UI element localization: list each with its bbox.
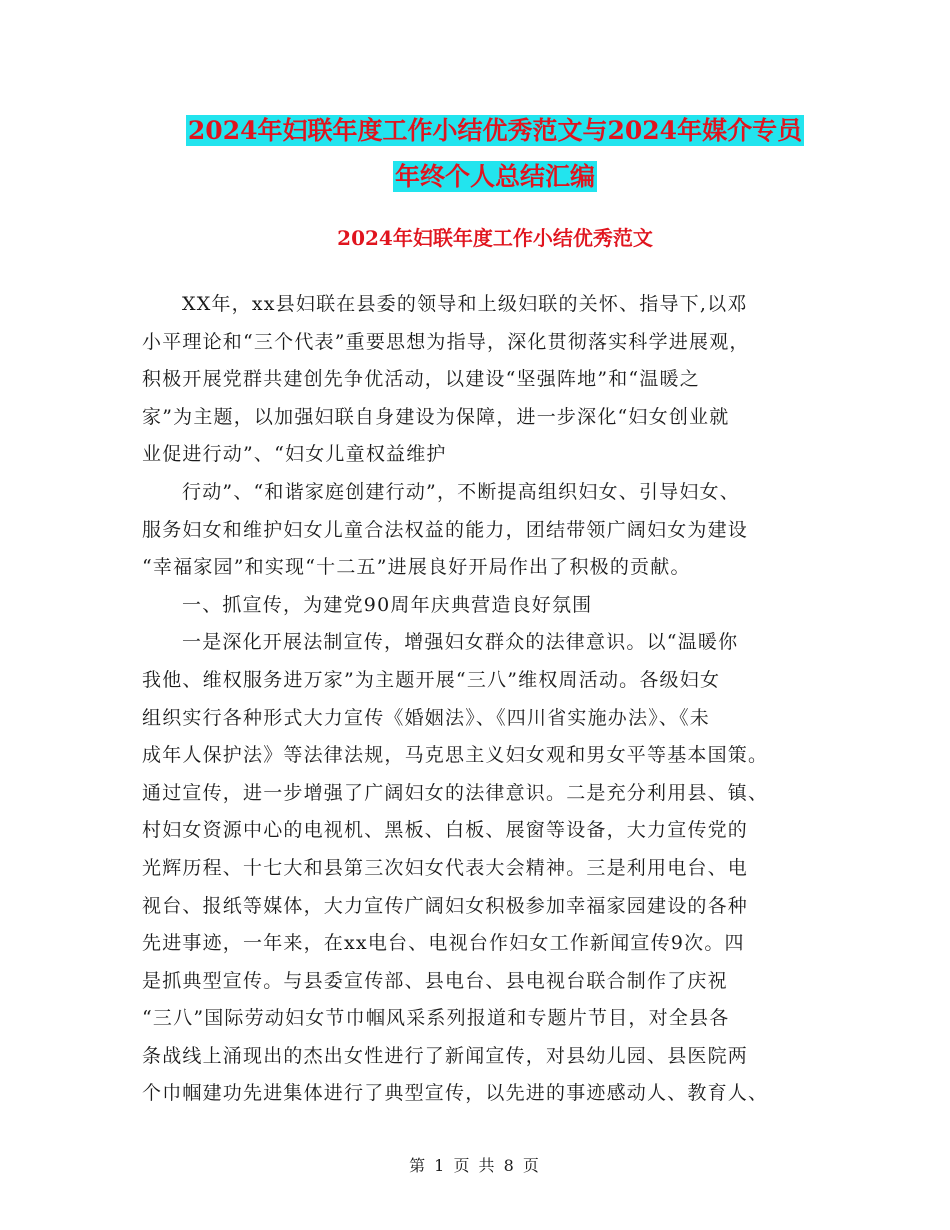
body-line: 条战线上涌现出的杰出女性进行了新闻宣传，对县幼儿园、县医院两 — [142, 1044, 749, 1067]
document-body — [142, 286, 807, 1113]
document-title-line2: 年终个人总结汇编 — [394, 162, 595, 191]
body-line: 村妇女资源中心的电视机、黑板、白板、展窗等设备，大力宣传党的 — [142, 819, 749, 842]
body-line: 业促进行动”、“妇女儿童权益维护 — [142, 443, 447, 466]
body-line: “三八”国际劳动妇女节巾帼风采系列报道和专题片节目，对全县各 — [142, 1007, 730, 1030]
body-line: 我他、维权服务进万家”为主题开展“三八”维权周活动。各级妇女 — [142, 668, 721, 691]
body-line: 组织实行各种形式大力宣传《婚姻法》、《四川省实施办法》、《未 — [142, 706, 711, 729]
body-line: 个巾帼建功先进集体进行了典型宣传，以先进的事迹感动人、教育人、 — [142, 1082, 769, 1105]
body-line: 服务妇女和维护妇女儿童合法权益的能力，团结带领广阔妇女为建设 — [142, 518, 749, 541]
body-line: 积极开展党群共建创先争优活动，以建设“坚强阵地”和“温暖之 — [142, 368, 700, 391]
body-line: 通过宣传，进一步增强了广阔妇女的法律意识。二是充分利用县、镇、 — [142, 781, 769, 804]
body-line: 视台、报纸等媒体，大力宣传广阔妇女积极参加幸福家园建设的各种 — [142, 894, 749, 917]
document-title — [100, 108, 890, 200]
body-line: 行动”、“和谐家庭创建行动”，不断提高组织妇女、引导妇女、 — [182, 480, 740, 503]
body-line: 先进事迹，一年来，在xx电台、电视台作妇女工作新闻宣传9次。四 — [142, 932, 745, 955]
body-line: 小平理论和“三个代表”重要思想为指导，深化贯彻落实科学进展观， — [142, 330, 750, 353]
body-line: XX年，xx县妇联在县委的领导和上级妇联的关怀、指导下,以邓 — [182, 293, 748, 315]
body-line: 家”为主题，以加强妇联自身建设为保障，进一步深化“妇女创业就 — [142, 405, 730, 428]
body-line: “幸福家园”和实现“十二五”进展良好开局作出了积极的贡献。 — [142, 556, 691, 579]
body-line: 光辉历程、十七大和县第三次妇女代表大会精神。三是利用电台、电 — [142, 856, 749, 879]
body-line: 成年人保护法》等法律法规，马克思主义妇女观和男女平等基本国策。 — [142, 744, 769, 767]
page-footer: 第 1 页 共 8 页 — [409, 1156, 541, 1175]
document-title-line1: 2024年妇联年度工作小结优秀范文与2024年媒介专员 — [187, 116, 803, 145]
body-line: 是抓典型宣传。与县委宣传部、县电台、县电视台联合制作了庆祝 — [142, 969, 728, 992]
body-line: 一是深化开展法制宣传，增强妇女群众的法律意识。以“温暖你 — [182, 631, 739, 654]
body-line: 一、抓宣传，为建党90周年庆典营造良好氛围 — [182, 593, 593, 616]
section-heading: 2024年妇联年度工作小结优秀范文 — [337, 226, 653, 250]
